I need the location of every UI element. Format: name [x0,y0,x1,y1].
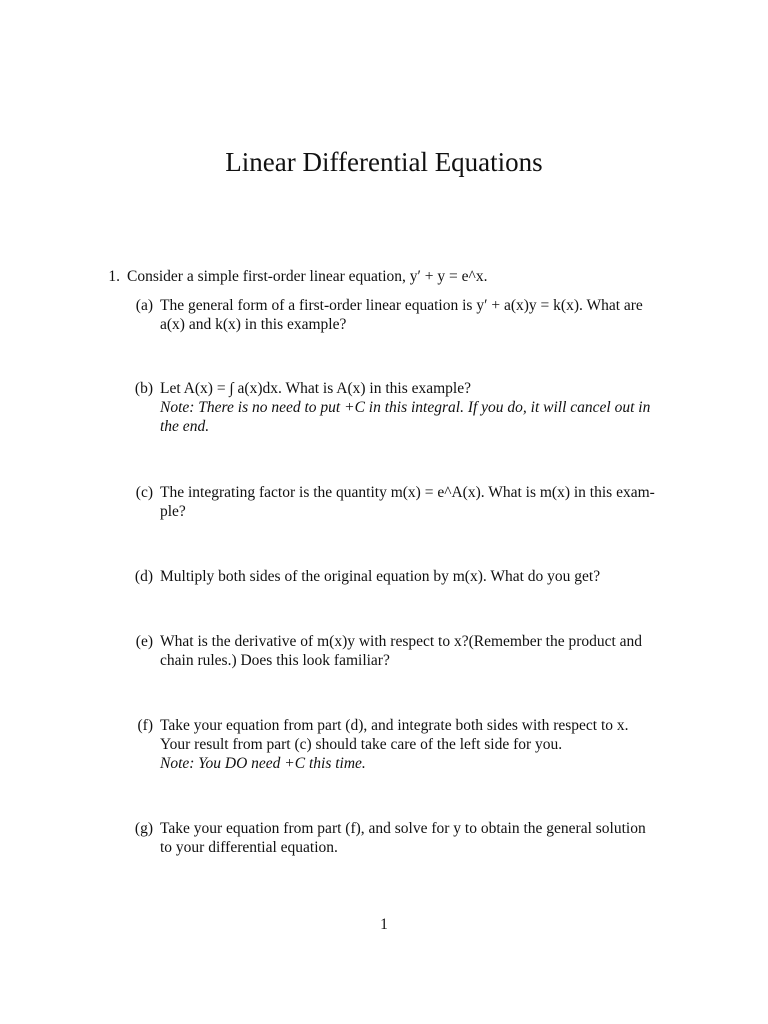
part-e-label: (e) [135,633,153,650]
part-c-line-1: The integrating factor is the quantity m(x) = e^A(x). What is m(x) in this exam- [160,484,655,501]
part-b-line-1: Let A(x) = ∫ a(x)dx. What is A(x) in this example? [160,380,471,397]
part-g-line-2: to your differential equation. [160,839,338,856]
part-b-label: (b) [134,380,153,397]
part-d-label: (d) [134,568,153,585]
part-g-line-1: Take your equation from part (f), and solve for y to obtain the general solution [160,820,646,837]
problem-intro: Consider a simple first-order linear equation, y′ + y = e^x. [127,268,488,285]
part-d-line-1: Multiply both sides of the original equation by m(x). What do you get? [160,568,601,585]
part-e-line-1: What is the derivative of m(x)y with respect to x?(Remember the product and [160,633,643,650]
part-f-line-1: Take your equation from part (d), and integrate both sides with respect to x. [160,717,629,734]
part-g-label: (g) [134,820,153,837]
problem-number: 1. [108,268,120,285]
document-title: Linear Differential Equations [225,147,543,177]
part-a-line-1: The general form of a first-order linear equation is y′ + a(x)y = k(x). What are [160,297,643,314]
part-a-label: (a) [135,297,153,314]
part-f-line-2: Your result from part (c) should take care of the left side for you. [160,736,563,753]
part-e-line-2: chain rules.) Does this look familiar? [160,652,390,669]
part-b-note-2: the end. [160,418,210,435]
page-number: 1 [380,916,388,933]
part-c-label: (c) [135,484,153,501]
part-b-note-1: Note: There is no need to put +C in this integral. If you do, it will cancel out in [160,399,651,416]
part-a-line-2: a(x) and k(x) in this example? [160,316,347,333]
part-c-line-2: ple? [160,503,186,520]
part-f-label: (f) [137,717,153,734]
part-f-note-1: Note: You DO need +C this time. [160,755,366,772]
